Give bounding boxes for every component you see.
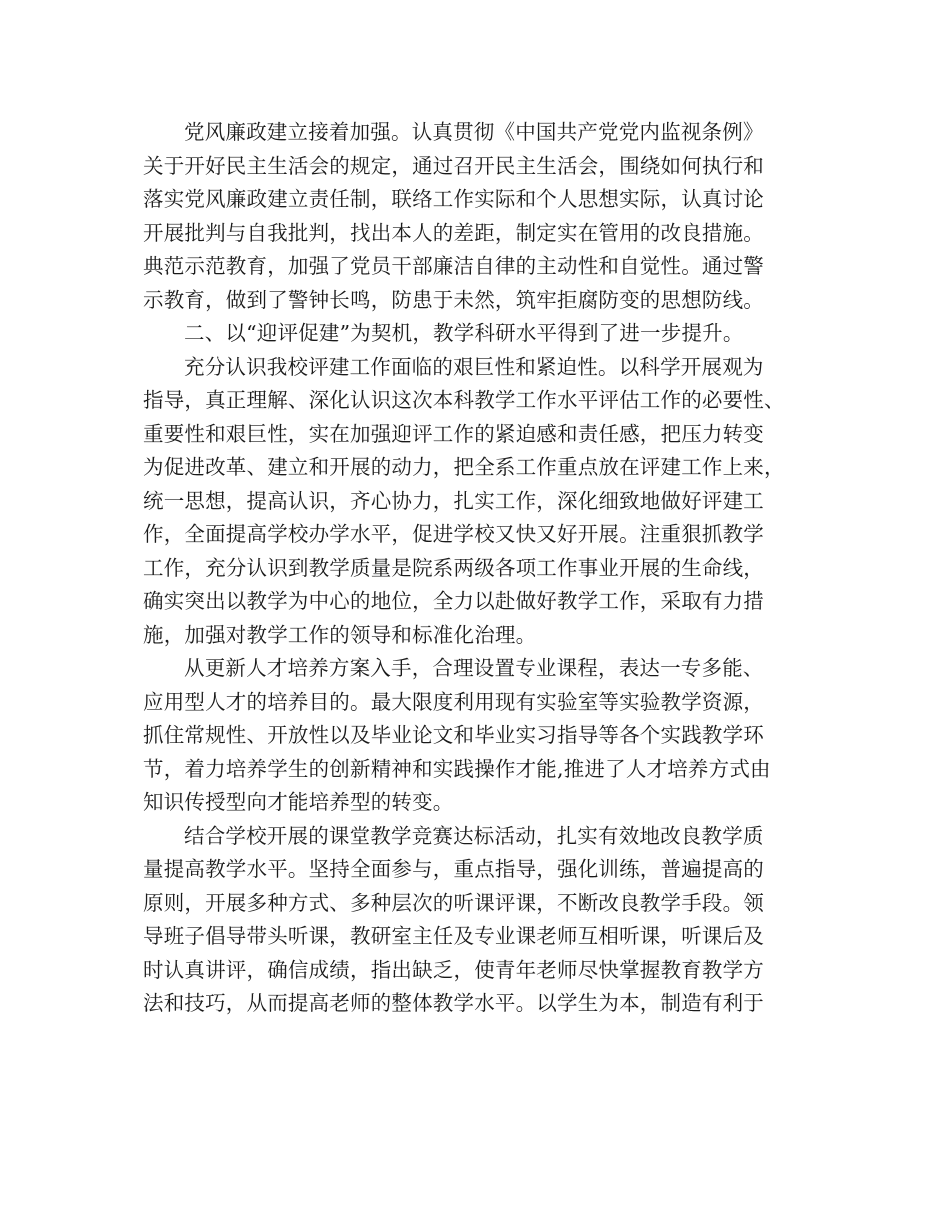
text-line: 重要性和艰巨性，实在加强迎评工作的紧迫感和责任感，把压力转变 <box>143 421 764 446</box>
text-line: 为促进改革、建立和开展的动力，把全系工作重点放在评建工作上来， <box>143 455 785 479</box>
document-body <box>143 116 823 1021</box>
text-line: 关于开好民主生活会的规定，通过召开民主生活会，围绕如何执行和 <box>143 153 764 178</box>
text-line: 结合学校开展的课堂教学竞赛达标活动，扎实有效地改良教学质 <box>184 823 764 848</box>
text-line: 工作，充分认识到教学质量是院系两级各项工作事业开展的生命线， <box>143 555 764 580</box>
text-line: 党风廉政建立接着加强。认真贯彻《中国共产党党内监视条例》 <box>184 120 764 144</box>
text-line: 二、以“迎评促建”为契机，教学科研水平得到了进一步提升。 <box>184 321 744 345</box>
text-line: 抓住常规性、开放性以及毕业论文和毕业实习指导等各个实践教学环 <box>143 723 764 747</box>
text-line: 导班子倡导带头听课，教研室主任及专业课老师互相听课，听课后及 <box>143 924 764 948</box>
text-line: 开展批判与自我批判，找出本人的差距，制定实在管用的改良措施。 <box>143 220 764 245</box>
text-line: 作，全面提高学校办学水平，促进学校又快又好开展。注重狠抓教学 <box>143 522 764 546</box>
text-line: 从更新人才培养方案入手，合理设置专业课程，表达一专多能、 <box>184 656 764 680</box>
text-line: 落实党风廉政建立责任制，联络工作实际和个人思想实际，认真讨论 <box>143 187 764 211</box>
text-line: 法和技巧，从而提高老师的整体教学水平。以学生为本，制造有利于 <box>143 991 764 1015</box>
text-line: 充分认识我校评建工作面临的艰巨性和紧迫性。以科学开展观为 <box>184 354 764 379</box>
text-line: 确实突出以教学为中心的地位，全力以赴做好教学工作，采取有力措 <box>143 589 764 613</box>
text-line: 典范示范教育，加强了党员干部廉洁自律的主动性和自觉性。通过警 <box>143 254 764 278</box>
text-line: 知识传授型向才能培养型的转变。 <box>143 790 454 814</box>
text-line: 统一思想，提高认识，齐心协力，扎实工作，深化细致地做好评建工 <box>143 488 764 513</box>
text-line: 节，着力培养学生的创新精神和实践操作才能,推进了人才培养方式由 <box>143 756 771 781</box>
text-line: 原则，开展多种方式、多种层次的听课评课，不断改良教学手段。领 <box>143 890 764 915</box>
text-line: 时认真讲评，确信成绩，指出缺乏，使青年老师尽快掌握教育教学方 <box>143 957 764 982</box>
text-line: 施，加强对教学工作的领导和标准化治理。 <box>143 622 537 647</box>
text-line: 示教育，做到了警钟长鸣，防患于未然，筑牢拒腐防变的思想防线。 <box>143 287 764 312</box>
text-line: 量提高教学水平。坚持全面参与，重点指导，强化训练，普遍提高的 <box>143 857 764 881</box>
text-line: 应用型人才的培养目的。最大限度利用现有实验室等实验教学资源， <box>143 689 764 714</box>
text-line: 指导，真正理解、深化认识这次本科教学工作水平评估工作的必要性、 <box>143 388 785 412</box>
